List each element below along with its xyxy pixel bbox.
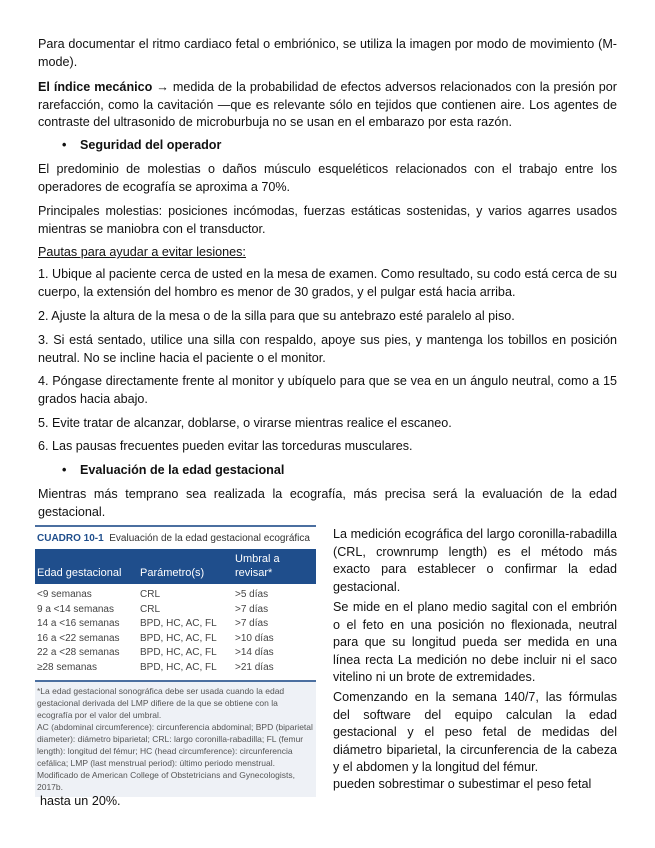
definition-text: → medida de la probabilidad de efectos adversos relacionados con la presión por rarefacción, como la cavitación —que es relevante sólo en tejidos que contienen aire. Los agentes de contraste del ultrasonido de microburbuja no se usan en el embarazo por esta razón.	[38, 80, 617, 129]
table-row	[35, 646, 316, 661]
paragraph-prevalence: El predominio de molestias o daños músculo esqueléticos relacionados con el trabajo entre los operadores de ecografía se aproxima a 70%.	[38, 162, 617, 194]
table-cell: BPD, HC, AC, FL	[140, 661, 217, 673]
table-cell: >10 días	[235, 632, 274, 644]
table-cell: >14 días	[235, 647, 274, 658]
header-parameters: Parámetro(s)	[140, 567, 205, 579]
table-cell: 9 a <14 semanas	[37, 603, 114, 615]
paragraph-continuation: hasta un 20%.	[40, 794, 121, 808]
table-cell: BPD, HC, AC, FL	[140, 647, 217, 658]
table-cell: CRL	[140, 603, 161, 615]
paragraph-mechanical-index	[38, 79, 617, 132]
table-cell: CRL	[140, 589, 161, 600]
table-cell: >5 días	[235, 589, 269, 600]
gestational-age-table	[35, 525, 316, 797]
paragraph-weight-estimate: pueden sobrestimar o subestimar el peso fetal	[333, 777, 592, 791]
heading-text: Evaluación de la edad gestacional	[80, 463, 285, 477]
table-cell: 16 a <22 semanas	[37, 632, 120, 644]
header-gestational-age: Edad gestacional	[37, 567, 122, 579]
table-header	[35, 549, 316, 584]
header-threshold: Umbral a revisar*	[235, 553, 280, 579]
table-cell: >7 días	[235, 618, 269, 629]
table-cell: ≥28 semanas	[37, 661, 97, 673]
subheading-guidelines: Pautas para ayudar a evitar lesiones:	[38, 245, 246, 259]
table-cell: BPD, HC, AC, FL	[140, 632, 217, 644]
table-cell: >21 días	[235, 661, 274, 673]
paragraph-formulas: Comenzando en la semana 140/7, las fórmulas del software del equipo calculan la edad gestacional y el peso fetal de medidas del diámetro biparietal, la circunferencia de la cabeza y el abdomen y la longitud del fémur.	[333, 690, 617, 774]
table-number: CUADRO 10-1	[37, 533, 104, 544]
table-row	[35, 588, 316, 603]
table-row	[35, 661, 316, 676]
table-cell: 14 a <16 semanas	[37, 618, 120, 629]
table-row	[35, 632, 316, 647]
table-title: Evaluación de la edad gestacional ecográfica	[109, 533, 310, 544]
term-mechanical-index: El índice mecánico	[38, 80, 153, 94]
table-row	[35, 617, 316, 632]
footnote-threshold: *La edad gestacional sonográfica debe ser usada cuando la edad gestacional derivada del LMP difiere de la que se obtiene con la ecografía por el valor del umbral.	[37, 686, 285, 720]
paragraph-early-ultrasound: Mientras más temprano sea realizada la ecografía, más precisa será la evaluación de la edad gestacional.	[38, 487, 617, 519]
table-cell: <9 semanas	[37, 589, 92, 600]
paragraph-m-mode: Para documentar el ritmo cardiaco fetal o embriónico, se utiliza la imagen por modo de movimiento (M-mode).	[38, 37, 617, 69]
list-item-5: 5. Evite tratar de alcanzar, doblarse, o virarse mientras realice el escaneo.	[38, 416, 452, 430]
footnote-abbreviations: AC (abdominal circumference): circunferencia abdominal; BPD (biparietal diameter): diámetro biparietal; CRL: largo coronilla-rabadilla; FL (femur length): longitud del fémur; HC (head circumference): circunferencia cefálica; LMP (last menstrual period): último periodo menstrual. Modificado de American College of Obstetricians and Gynecologists, 2017b.	[37, 722, 313, 792]
list-item-3: 3. Si está sentado, utilice una silla con respaldo, apoye sus pies, y mantenga los tobillos en posición neutral. No se incline hacia el paciente o el monitor.	[38, 333, 617, 365]
table-row	[35, 603, 316, 618]
table-cell: BPD, HC, AC, FL	[140, 618, 217, 629]
table-footnote	[35, 680, 316, 797]
list-item-6: 6. Las pausas frecuentes pueden evitar las torceduras musculares.	[38, 439, 413, 453]
document-page: Para documentar el ritmo cardiaco fetal o embriónico, se utiliza la imagen por modo de movimiento (M-mode). El índice mecánico → medida de la probabilidad de efectos adversos relacionados con la presión por rarefacción, como la cavitación —que es relevante sólo en tejidos que contienen aire. Los agentes de contraste del ultrasonido de microburbuja no se usan en el embarazo por esta razón. • Seguridad del operador El predominio de molestias o daños músculo esqueléticos relacionados con el trabajo entre los operadores de ecografía se aproxima a 70%. Principales molestias: posiciones incómodas, fuerzas estáticas sostenidas, y varios agarres usados mientras se maniobra con el transductor. Pautas para ayudar a evitar lesiones: 1. Ubique al paciente cerca de usted en la mesa de examen. Como resultado, su codo está cerca de su cuerpo, la extensión del hombro es menor de 30 grados, y el pulgar está hacia arriba. 2. Ajuste la altura de la mesa o de la silla para que su antebrazo esté paralelo al piso. 3. Si está sentado, utilice una silla con respaldo, apoye sus pies, y mantenga los tobillos en posición neutral. No se incline hacia el paciente o el monitor. 4. Póngase directamente frente al monitor y ubíquelo para que se vea en un ángulo neutral, como a 15 grados hacia abajo. 5. Evite tratar de alcanzar, doblarse, o virarse mientras realice el escaneo. 6. Las pausas frecuentes pueden evitar las torceduras musculares. • Evaluación de la edad gestacional Mientras más temprano sea realizada la ecografía, más precisa será la evaluación de la edad gestacional. CUADRO 10-1 Evaluación de la edad gestacional ecográfica Edad gestacional Parámetro(s) Umbral a revisar* <9 semanas CRL >5 días 9 a <14 semanas CRL >7 días 14 a <16 semanas BPD, HC, AC, FL >7 días 16 a <22 semanas BPD, HC, AC, FL >10 días 22 a <28 semanas BPD, HC, AC, FL >14 días ≥28 semanas BPD, HC, AC, FL >21 días *La edad gestacional sonográfica debe ser usada cuando la edad gestacional derivada del LMP difiere de la que se obtiene con la ecografía por el valor del umbral. AC (abdominal circumference): circunferencia abdominal; BPD (biparietal diameter): diámetro biparietal; CRL: largo coronilla-rabadilla; FL (femur length): longitud del fémur; HC (head circumference): circunferencia cefálica; LMP (last menstrual period): último periodo menstrual. Modificado de American College of Obstetricians and Gynecologists, 2017b. La medición ecográfica del largo coronilla-rabadilla (CRL, crownrump length) es el método más exacto para establecer o confirmar la edad gestacional. Se mide en el plano medio sagital con el embrión o el feto en una posición no flexionada, neutral para que su longitud pueda ser medida en una línea recta La medición no debe incluir ni el saco vitelino ni un brote de extremidades. Comenzando en la semana 140/7, las fórmulas del software del equipo calculan la edad gestacional y el peso fetal de medidas del diámetro biparietal, la circunferencia de la cabeza y el abdomen y la longitud del fémur. pueden sobrestimar o subestimar el peso fetal hasta un 20%.	[0, 0, 655, 848]
heading-text: Seguridad del operador	[80, 138, 222, 152]
list-item-1: 1. Ubique al paciente cerca de usted en la mesa de examen. Como resultado, su codo está cerca de su cuerpo, la extensión del hombro es menor de 30 grados, y el pulgar está hacia arriba.	[38, 267, 617, 299]
table-cell: >7 días	[235, 603, 269, 615]
table-cell: 22 a <28 semanas	[37, 647, 120, 658]
paragraph-sagittal: Se mide en el plano medio sagital con el embrión o el feto en una posición no flexionada, neutral para que su longitud pueda ser medida en una línea recta La medición no debe incluir ni el saco vitelino ni un brote de extremidades.	[333, 600, 617, 684]
paragraph-complaints: Principales molestias: posiciones incómodas, fuerzas estáticas sostenidas, y varios agarres usados mientras se maniobra con el transductor.	[38, 204, 617, 236]
list-item-4: 4. Póngase directamente frente al monitor y ubíquelo para que se vea en un ángulo neutral, como a 15 grados hacia abajo.	[38, 374, 617, 406]
list-item-2: 2. Ajuste la altura de la mesa o de la silla para que su antebrazo esté paralelo al piso.	[38, 309, 515, 323]
paragraph-crl: La medición ecográfica del largo coronilla-rabadilla (CRL, crownrump length) es el método más exacto para establecer o confirmar la edad gestacional.	[333, 527, 617, 594]
table-caption	[35, 525, 316, 549]
